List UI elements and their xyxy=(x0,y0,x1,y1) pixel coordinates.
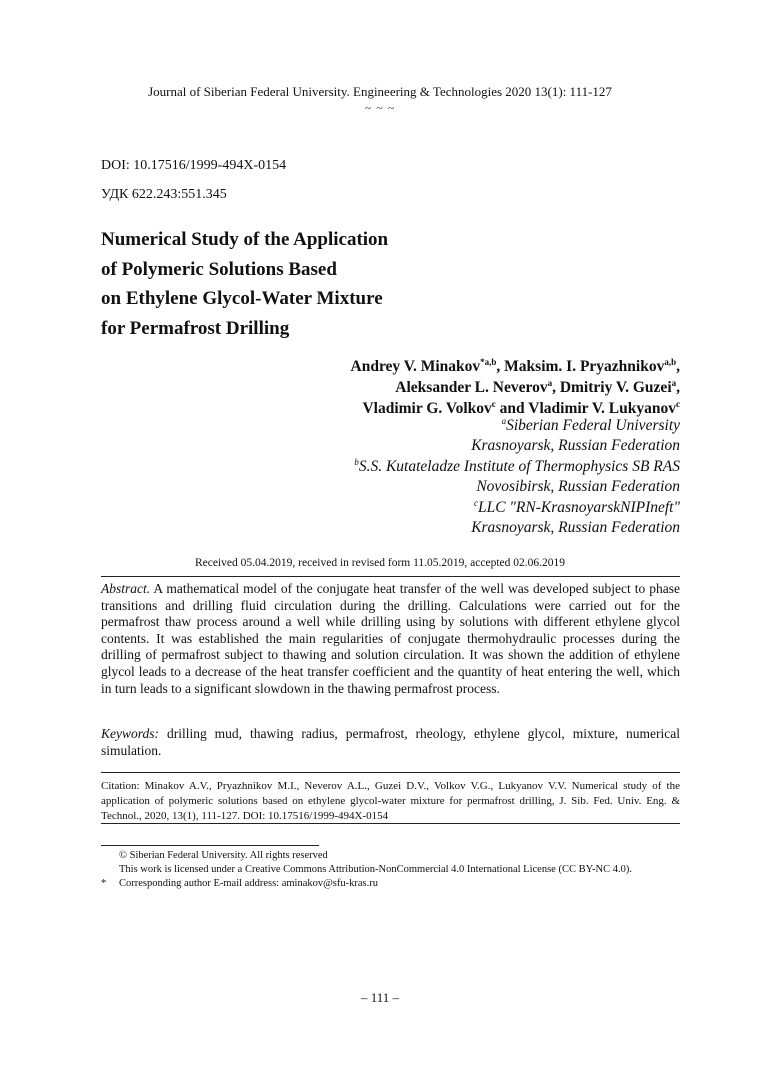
keywords-label: Keywords: xyxy=(101,726,159,741)
citation: Citation: Minakov A.V., Pryazhnikov M.I., Neverov A.L., Guzei D.V., Volkov V.G., Lukyanov V.V. Numerical study of the application of polymeric solutions based on ethylene glycol-water mixture for permafrost drilling, J. Sib. Fed. Univ. Eng. & Technol., 2020, 13(1), 111-127. DOI: 10.17516/1999-494X-0154 xyxy=(101,780,680,822)
affiliation-text: S.S. Kutateladze Institute of Thermophysics SB RAS xyxy=(358,457,680,475)
udk-code: УДК 622.243:551.345 xyxy=(101,187,227,202)
author-affiliation-mark: a,b xyxy=(664,356,677,367)
affiliation-city: Krasnoyarsk, Russian Federation xyxy=(471,437,680,455)
header-ornament: ~ ~ ~ xyxy=(364,101,396,115)
author-name: Maksim. I. Pryazhnikov xyxy=(504,358,665,375)
title-line: on Ethylene Glycol-Water Mixture xyxy=(101,288,383,309)
footnote-corresponding xyxy=(101,877,701,891)
author-line xyxy=(120,356,680,377)
divider xyxy=(101,772,680,773)
divider xyxy=(101,576,680,577)
affiliation-mark: b xyxy=(354,456,359,467)
separator: , xyxy=(496,358,505,375)
keywords xyxy=(101,725,680,759)
separator: and xyxy=(495,400,529,417)
affiliation-name xyxy=(120,457,680,477)
affiliation-name xyxy=(120,416,680,436)
author-list xyxy=(120,356,680,419)
footnote-text: © Siberian Federal University. All rights reserved xyxy=(119,850,328,861)
author-line xyxy=(120,377,680,398)
affiliation-mark: a xyxy=(501,415,507,426)
footnote-mark: * xyxy=(101,878,107,889)
received-dates: Received 05.04.2019, received in revised form 11.05.2019, accepted 02.06.2019 xyxy=(194,557,566,569)
separator: , xyxy=(676,358,680,375)
affiliations xyxy=(120,416,680,538)
title-line: Numerical Study of the Application xyxy=(101,229,389,250)
affiliation-name xyxy=(120,498,680,518)
footnote-text: This work is licensed under a Creative Commons Attribution-NonCommercial 4.0 International License (CC BY-NC 4.0). xyxy=(119,864,632,875)
footnote-text: Corresponding author E-mail address: aminakov@sfu-kras.ru xyxy=(119,878,378,889)
affiliation-text: Siberian Federal University xyxy=(506,417,680,434)
affiliation-mark: c xyxy=(473,497,478,508)
title-line: for Permafrost Drilling xyxy=(101,317,290,339)
affiliation-city: Novosibirsk, Russian Federation xyxy=(476,478,680,496)
abstract-text: A mathematical model of the conjugate heat transfer of the well was developed subject to phase transitions and drilling fluid circulation during the drilling. Calculations were carried out for the permafrost thaw process around a well while drilling using by solutions with different ethylene glycol contents. It was established the main regularities of conjugate thermohydraulic processes during the drilling of permafrost subject to thawing and solution circulation. It was shown the addition of ethylene glycol leads to a decrease of the heat transfer coefficient and the quantity of heat entering the well, which in turn leads to a significant slowdown in the thawing permafrost process. xyxy=(101,581,680,696)
affiliation-city: Krasnoyarsk, Russian Federation xyxy=(471,519,680,537)
title-line: of Polymeric Solutions Based xyxy=(101,258,337,280)
article-title xyxy=(101,225,501,343)
author-name: Vladimir V. Lukyanov xyxy=(528,400,676,417)
abstract xyxy=(101,581,680,697)
keywords-text: drilling mud, thawing radius, permafrost, rheology, ethylene glycol, mixture, numerical simulation. xyxy=(101,726,680,758)
affiliation-text: LLC "RN-KrasnoyarskNIPIneft" xyxy=(477,498,680,516)
author-name: Aleksander L. Neverov xyxy=(395,379,548,396)
footnote-license xyxy=(101,863,701,877)
author-affiliation-mark: c xyxy=(491,398,496,409)
author-affiliation-mark: a xyxy=(547,377,553,388)
divider xyxy=(101,823,680,824)
author-name: Dmitriy V. Guzei xyxy=(559,379,672,396)
separator: , xyxy=(676,379,680,396)
journal-header: Journal of Siberian Federal University. Engineering & Technologies 2020 13(1): 111-127 xyxy=(148,84,612,99)
doi: DOI: 10.17516/1999-494X-0154 xyxy=(101,158,287,173)
footnote-divider xyxy=(101,845,319,846)
abstract-label: Abstract. xyxy=(101,581,151,596)
author-name: Andrey V. Minakov xyxy=(350,358,481,375)
author-affiliation-mark: c xyxy=(676,398,680,409)
page-number: – 111 – xyxy=(360,990,400,1005)
author-affiliation-mark: a xyxy=(671,377,677,388)
author-affiliation-mark: *a,b xyxy=(480,356,497,367)
footnote-copyright xyxy=(101,849,701,863)
author-name: Vladimir G. Volkov xyxy=(362,400,492,417)
separator: , xyxy=(552,379,560,396)
